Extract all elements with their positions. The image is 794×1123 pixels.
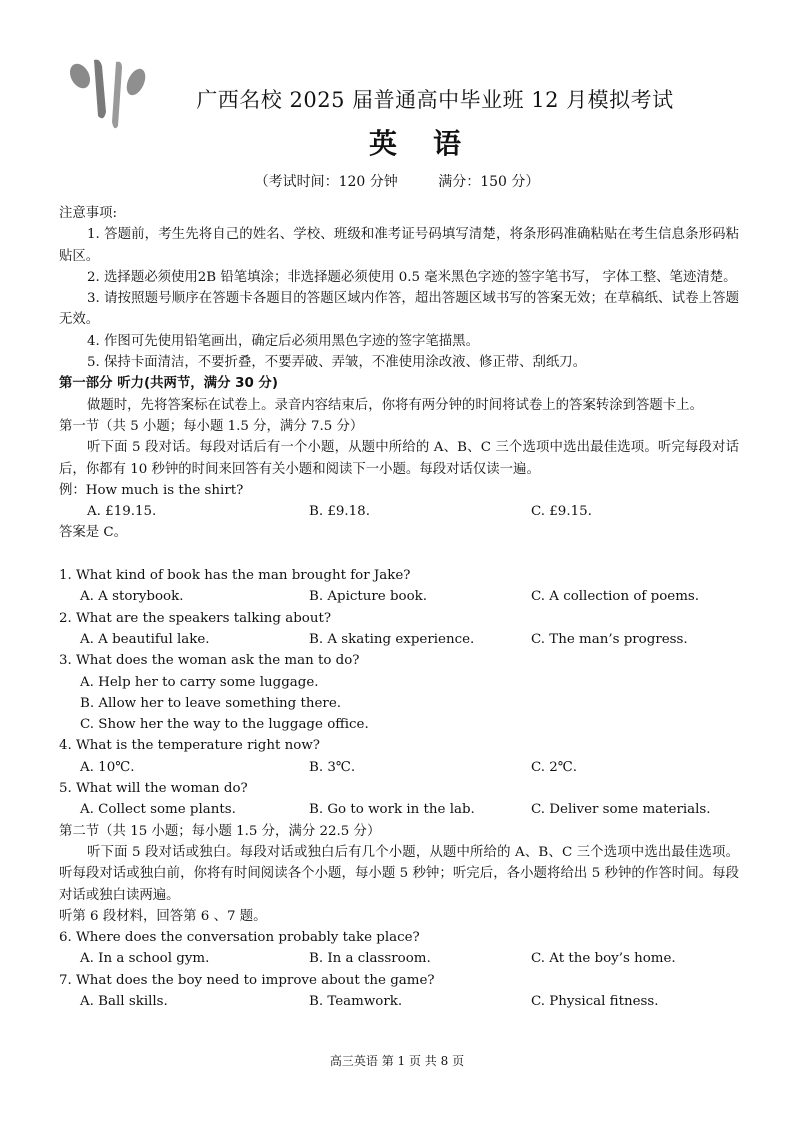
section2-instruction: 听下面 5 段对话或独白。每段对话或独白后有几个小题，从题中所给的 A、B、C 三个选项中选出最佳选项。听每段对话或独白前，你将有时间阅读各个小题，每小题 5 秒钟；听完后，各小题将给出 5 秒钟的作答时间。每段对话或独白读两遍。 (59, 844, 739, 903)
note-item: 3. 请按照题号顺序在答题卡各题目的答题区域内作答，超出答题区域书写的答案无效；在草稿纸、试卷上答题无效。 (59, 291, 739, 328)
option: B. Go to work in the lab. (309, 802, 475, 818)
option: B. A skating experience. (309, 631, 475, 647)
option: C. At the boy’s home. (531, 951, 676, 967)
option: B. 3℃. (309, 759, 356, 775)
exam-title: 广西名校 2025 届普通高中毕业班 12 月模拟考试 (196, 88, 674, 112)
exam-score: 满分：150 分） (438, 174, 540, 190)
option: A. Collect some plants. (80, 802, 236, 818)
page-footer: 高三英语 第 1 页 共 8 页 (329, 1054, 465, 1068)
question-options (59, 757, 739, 778)
subject-title: 英语 (368, 127, 497, 160)
section1-instruction: 听下面 5 段对话。每段对话后有一个小题，从题中所给的 A、B、C 三个选项中选出最佳选项。听完每段对话后，你都有 10 秒钟的时间来回答有关小题和阅读下一小题。每段对话仅读一遍。 (59, 440, 739, 477)
option: C. £9.15. (531, 504, 592, 520)
question: 7. What does the boy need to improve about the game? (59, 972, 435, 988)
question-options (59, 799, 739, 820)
part1-instruction: 做题时，先将答案标在试卷上。录音内容结束后，你将有两分钟的时间将试卷上的答案转涂到答题卡上。 (87, 397, 703, 413)
option: B. Allow her to leave something there. (80, 695, 342, 711)
page-content (59, 203, 739, 1012)
exam-time: （考试时间：120 分钟 (254, 174, 398, 190)
note-item: 1. 答题前，考生先将自己的姓名、学校、班级和准考证号码填写清楚，将条形码准确粘贴在考生信息条形码粘贴区。 (59, 227, 739, 264)
option: B. £9.18. (309, 504, 370, 520)
option: C. Show her the way to the luggage office. (80, 717, 369, 733)
example-answer: 答案是 C。 (59, 525, 128, 541)
option: A. Help her to carry some luggage. (80, 674, 319, 690)
note-item: 4. 作图可先使用铅笔画出，确定后必须用黑色字迹的签字笔描黑。 (87, 333, 479, 349)
section1-heading: 第一节（共 5 小题；每小题 1.5 分，满分 7.5 分） (59, 418, 364, 434)
question-options (59, 991, 739, 1012)
part1-heading: 第一部分 听力(共两节，满分 30 分) (59, 376, 278, 392)
option: B. Apicture book. (309, 589, 428, 605)
exam-info (0, 171, 794, 191)
question: 6. Where does the conversation probably take place? (59, 930, 420, 946)
option: C. 2℃. (531, 759, 578, 775)
example-question: 例：How much is the shirt? (59, 482, 244, 498)
note-item: 2. 选择题必须使用2B 铅笔填涂；非选择题必须使用 0.5 毫米黑色字迹的签字笔书写， 字体工整、笔迹清楚。 (87, 269, 737, 285)
option: C. Physical fitness. (531, 993, 659, 1009)
option: A. A beautiful lake. (80, 631, 210, 647)
question: 4. What is the temperature right now? (59, 738, 320, 754)
question-options (59, 586, 739, 607)
question: 1. What kind of book has the man brought for Jake? (59, 568, 411, 584)
note-item: 5. 保持卡面清洁，不要折叠，不要弄破、弄皱，不准使用涂改液、修正带、刮纸刀。 (87, 355, 587, 371)
option: A. Ball skills. (80, 993, 168, 1009)
option: C. Deliver some materials. (531, 802, 711, 818)
option: C. The man’s progress. (531, 631, 688, 647)
option: B. In a classroom. (309, 951, 431, 967)
option: B. Teamwork. (309, 993, 403, 1009)
section2-heading: 第二节（共 15 小题；每小题 1.5 分，满分 22.5 分） (59, 823, 381, 839)
question-options (59, 629, 739, 650)
example-options (59, 501, 739, 522)
question-options (59, 948, 739, 969)
question: 2. What are the speakers talking about? (59, 610, 332, 626)
question: 3. What does the woman ask the man to do? (59, 653, 360, 669)
option: A. £19.15. (87, 504, 157, 520)
question: 5. What will the woman do? (59, 781, 248, 797)
material-heading: 听第 6 段材料，回答第 6 、7 题。 (59, 908, 267, 924)
option: A. 10℃. (80, 759, 135, 775)
notes-heading: 注意事项: (59, 206, 118, 221)
option: A. A storybook. (80, 589, 184, 605)
option: A. In a school gym. (80, 951, 210, 967)
option: C. A collection of poems. (531, 589, 700, 605)
